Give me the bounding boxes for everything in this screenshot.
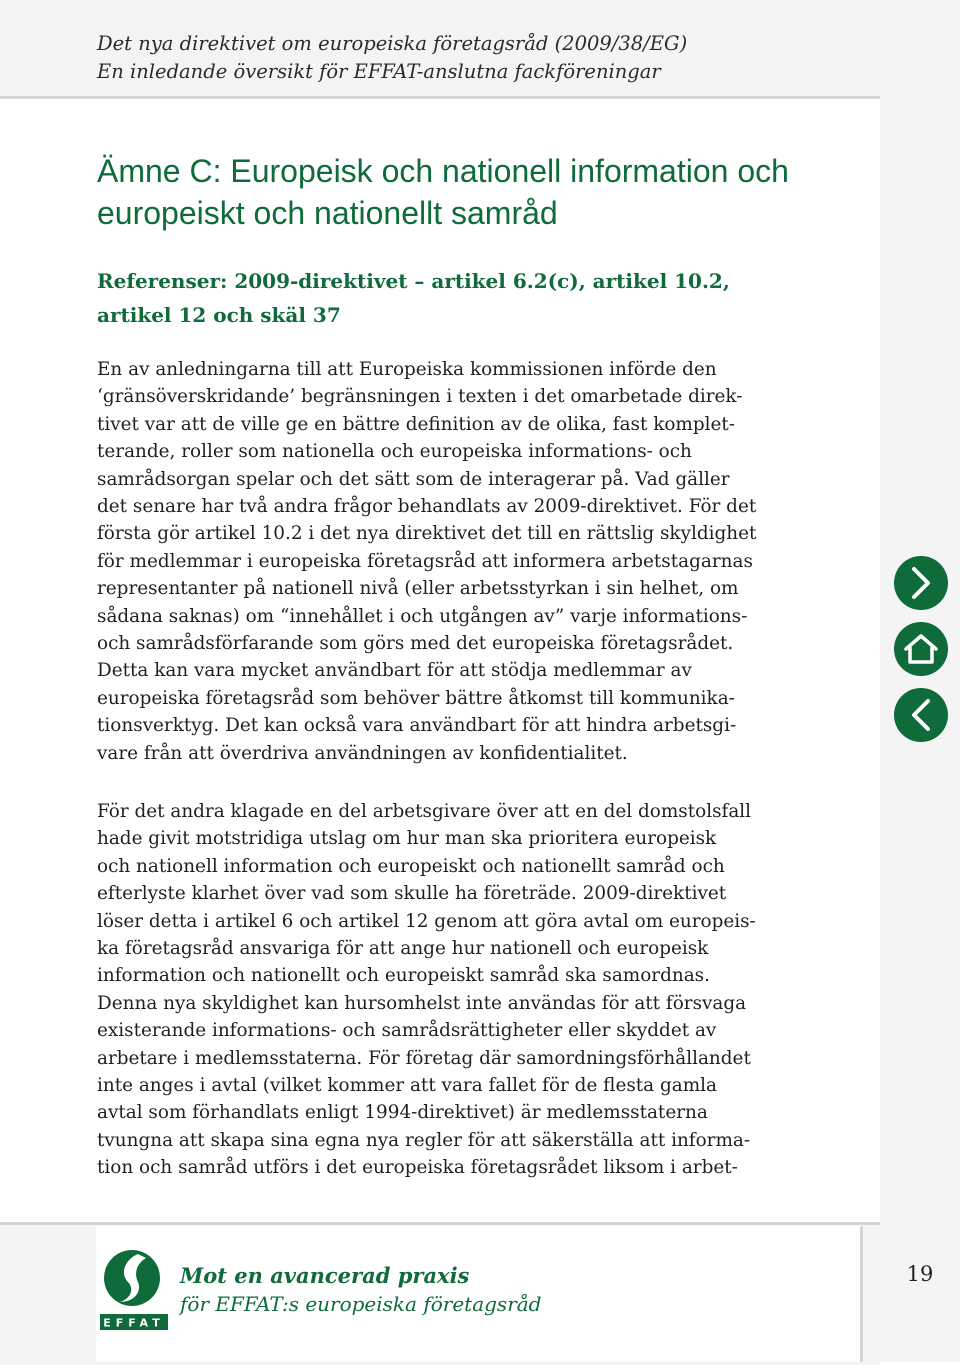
paragraph-line: det senare har två andra frågor behandlats av 2009-direktivet. För det <box>97 496 757 518</box>
page-title <box>97 150 867 234</box>
chevron-right-icon <box>894 556 948 610</box>
paragraph-line: representanter på nationell nivå (eller arbetsstyrkan i sin helhet, om <box>97 578 739 600</box>
chevron-left-icon <box>894 688 948 742</box>
paragraph-line: Denna nya skyldighet kan hursomhelst inte användas för att försvaga <box>97 992 747 1014</box>
paragraph-line: information och nationellt och europeiskt samråd ska samordnas. <box>97 965 710 987</box>
paragraph-line: första gör artikel 10.2 i det nya direktivet det till en rättslig skyldighet <box>97 523 757 545</box>
paragraph-line: terande, roller som nationella och europeiska informations- och <box>97 441 692 463</box>
page-number: 19 <box>906 1262 934 1286</box>
paragraph-line: avtal som förhandlats enligt 1994-direktivet) är medlemsstaterna <box>97 1102 708 1124</box>
effat-logo <box>98 1244 170 1332</box>
paragraph-line: tion och samråd utförs i det europeiska företagsrådet liksom i arbet- <box>97 1157 738 1179</box>
paragraph-line: och samrådsförfarande som görs med det europeiska företagsrådet. <box>97 633 734 655</box>
paragraph-line: tionsverktyg. Det kan också vara användbart för att hindra arbetsgi- <box>97 715 737 737</box>
paragraph-line: efterlyste klarhet över vad som skulle ha företräde. 2009-direktivet <box>97 883 727 905</box>
paragraph-line: sådana saknas) om “innehållet i och utgången av” varje informations- <box>97 605 748 627</box>
right-sidebar <box>880 0 960 1362</box>
home-button[interactable] <box>894 622 948 676</box>
paragraph-line: arbetare i medlemsstaterna. För företag där samordningsförhållandet <box>97 1047 751 1069</box>
paragraph-line: tivet var att de ville ge en bättre definition av de olika, fast komplet- <box>97 413 736 435</box>
paragraph-line: europeiska företagsråd som behöver bättre åtkomst till kommunika- <box>97 687 735 709</box>
paragraph-line: vare från att överdriva användningen av konfidentialitet. <box>97 742 628 764</box>
paragraph-line: ‘gränsöverskridande’ begränsningen i texten i det omarbetade direk- <box>97 386 743 408</box>
logo-text: EFFAT <box>103 1316 165 1330</box>
title-line-2: europeiskt och nationellt samråd <box>97 195 558 231</box>
paragraph-line: En av anledningarna till att Europeiska kommissionen införde den <box>97 359 717 380</box>
header-line-2: En inledande översikt för EFFAT-anslutna fackföreningar <box>97 60 661 83</box>
paragraph-line: Detta kan vara mycket användbart för att stödja medlemmar av <box>97 660 692 682</box>
paragraph-line: och nationell information och europeiskt och nationellt samråd och <box>97 855 725 877</box>
paragraph-line: existerande informations- och samrådsrättigheter eller skyddet av <box>97 1020 717 1042</box>
references-line-2: artikel 12 och skäl 37 <box>97 303 341 327</box>
header-line-1: Det nya direktivet om europeiska företagsråd (2009/38/EG) <box>97 32 688 55</box>
references-line-1: Referenser: 2009-direktivet – artikel 6.2(c), artikel 10.2, <box>97 269 730 293</box>
footer-title: Mot en avancerad praxis <box>180 1263 470 1288</box>
paragraph-line: för medlemmar i europeiska företagsråd att informera arbetstagarnas <box>97 550 753 572</box>
paragraph-line: inte anges i avtal (vilket kommer att vara fallet för de flesta gamla <box>97 1075 717 1097</box>
previous-page-button[interactable] <box>894 688 948 742</box>
paragraph-line: tvungna att skapa sina egna nya regler för att säkerställa att informa- <box>97 1129 751 1151</box>
paragraph-line: ka företagsråd ansvariga för att ange hur nationell och europeisk <box>97 938 709 960</box>
paragraph-line: För det andra klagade en del arbetsgivare över att en del domstolsfall <box>97 801 752 822</box>
footer-subtitle: för EFFAT:s europeiska företagsråd <box>180 1292 542 1316</box>
paragraph-line: hade givit motstridiga utslag om hur man ska prioritera europeisk <box>97 828 717 850</box>
paragraph-line: samrådsorgan spelar och det sätt som de interagerar på. Vad gäller <box>97 468 730 490</box>
references <box>97 264 857 332</box>
paragraph-line: löser detta i artikel 6 och artikel 12 genom att göra avtal om europeis- <box>97 910 756 932</box>
paragraph-1 <box>97 356 867 767</box>
home-icon <box>894 622 948 676</box>
next-page-button[interactable] <box>894 556 948 610</box>
title-line-1: Ämne C: Europeisk och nationell information och <box>97 153 789 189</box>
paragraph-2 <box>97 798 867 1182</box>
